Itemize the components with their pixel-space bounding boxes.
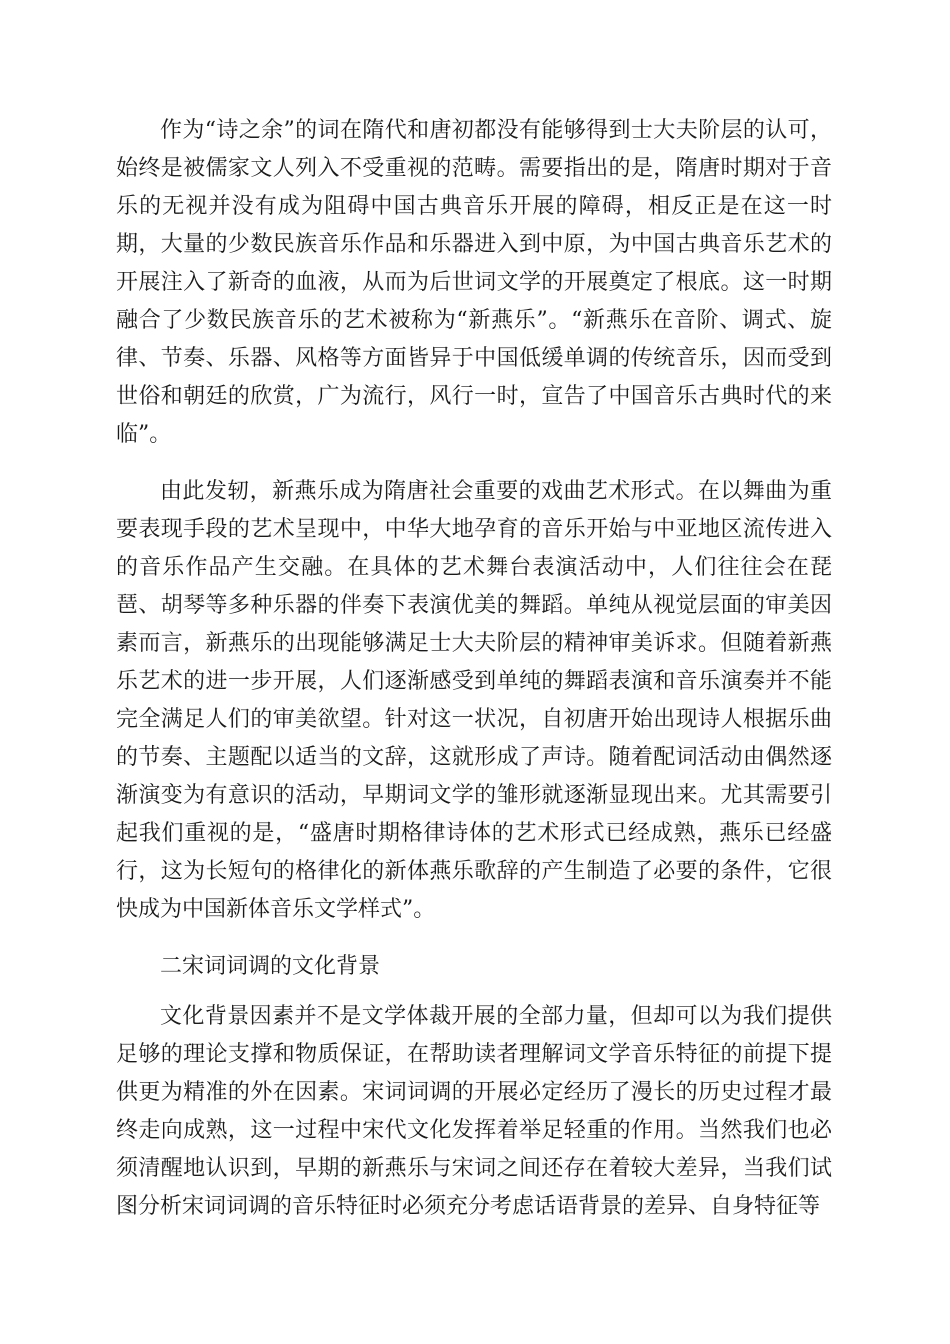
- body-text-block: [116, 112, 832, 454]
- section-heading-block: [116, 948, 832, 986]
- section-heading: 二宋词词调的文化背景: [160, 954, 381, 979]
- paragraph: 作为“诗之余”的词在隋代和唐初都没有能够得到士大夫阶层的认可，始终是被儒家文人列入不受重视的范畴。需要指出的是，隋唐时期对于音乐的无视并没有成为阻碍中国古典音乐开展的障碍，相反正是在这一时期，大量的少数民族音乐作品和乐器进入到中原，为中国古典音乐艺术的开展注入了新奇的血液，从而为后世词文学的开展奠定了根底。这一时期融合了少数民族音乐的艺术被称为“新燕乐”。“新燕乐在音阶、调式、旋律、节奏、乐器、风格等方面皆异于中国低缓单调的传统音乐，因而受到世俗和朝廷的欣赏，广为流行，风行一时，宣告了中国音乐古典时代的来临”。: [116, 118, 832, 447]
- body-text-block: [116, 998, 832, 1226]
- body-text-block: [116, 473, 832, 929]
- paragraph: 由此发轫，新燕乐成为隋唐社会重要的戏曲艺术形式。在以舞曲为重要表现手段的艺术呈现中，中华大地孕育的音乐开始与中亚地区流传进入的音乐作品产生交融。在具体的艺术舞台表演活动中，人们往往会在琵琶、胡琴等多种乐器的伴奏下表演优美的舞蹈。单纯从视觉层面的审美因素而言，新燕乐的出现能够满足士大夫阶层的精神审美诉求。但随着新燕乐艺术的进一步开展，人们逐渐感受到单纯的舞蹈表演和音乐演奏并不能完全满足人们的审美欲望。针对这一状况，自初唐开始出现诗人根据乐曲的节奏、主题配以适当的文辞，这就形成了声诗。随着配词活动由偶然逐渐演变为有意识的活动，早期词文学的雏形就逐渐显现出来。尤其需要引起我们重视的是，“盛唐时期格律诗体的艺术形式已经成熟，燕乐已经盛行，这为长短句的格律化的新体燕乐歌辞的产生制造了必要的条件，它很快成为中国新体音乐文学样式”。: [116, 479, 832, 922]
- paragraph: 文化背景因素并不是文学体裁开展的全部力量，但却可以为我们提供足够的理论支撑和物质保证，在帮助读者理解词文学音乐特征的前提下提供更为精准的外在因素。宋词词调的开展必定经历了漫长的历史过程才最终走向成熟，这一过程中宋代文化发挥着举足轻重的作用。当然我们也必须清醒地认识到，早期的新燕乐与宋词之间还存在着较大差异，当我们试图分析宋词词调的音乐特征时必须充分考虑话语背景的差异、自身特征等: [116, 1004, 832, 1219]
